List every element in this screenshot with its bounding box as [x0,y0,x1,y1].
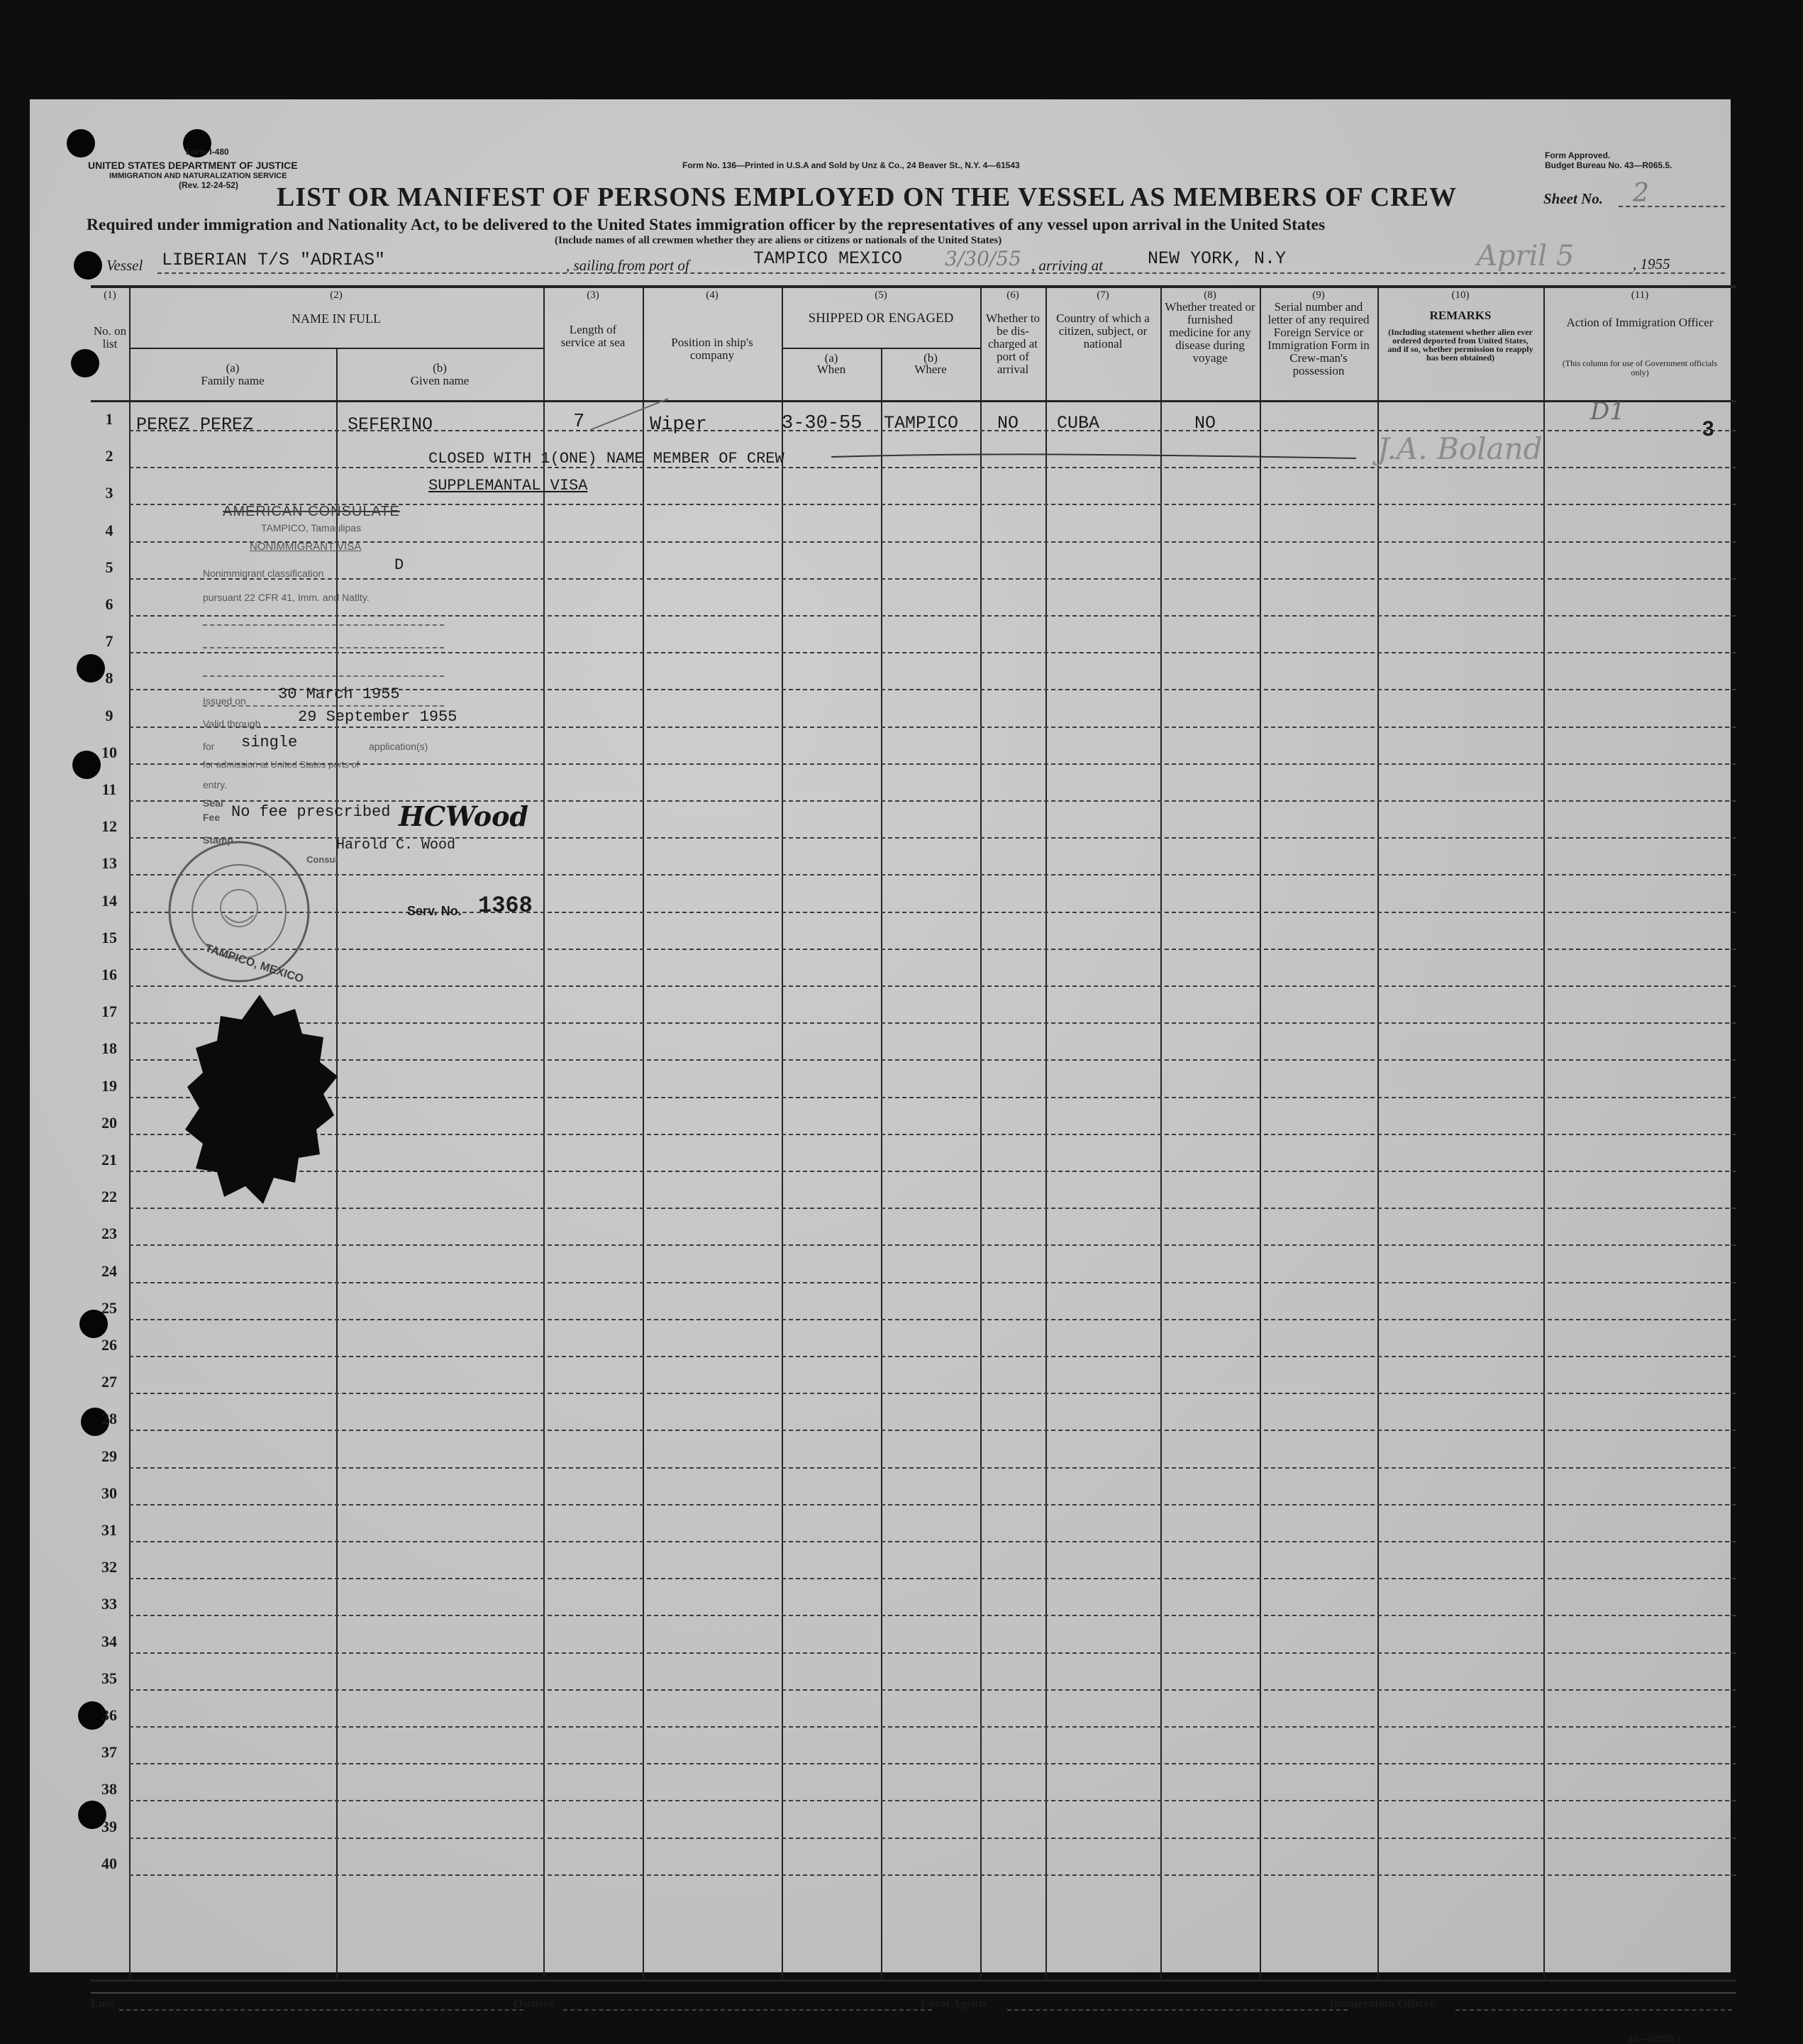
row-rule [129,763,1736,765]
entry-given-name: SEFERINO [348,414,433,435]
row-number: 22 [101,1188,117,1206]
row-rule [129,1467,1736,1469]
row-number: 24 [101,1261,117,1280]
footer-owners-rule [563,2009,932,2011]
stamp-valid-date: 29 September 1955 [298,708,457,726]
arriving-label: , arriving at [1031,257,1103,274]
form-id: Form I-480 [186,147,229,157]
stamp-city: TAMPICO, Tamaulipas [261,522,362,534]
entry-where: TAMPICO [884,413,959,433]
row-rule [129,1393,1736,1394]
col-divider [1543,287,1545,1978]
row-rule [129,1244,1736,1246]
entry-country: CUBA [1057,413,1100,433]
row-number: 8 [105,669,113,687]
year: , 1955 [1633,255,1670,272]
row-rule [129,1763,1736,1764]
row-number: 30 [101,1484,117,1502]
manifest-sheet [30,99,1731,2044]
stamp-seal-label: Seal [203,797,223,809]
visa-note: SUPPLEMANTAL VISA [428,477,588,495]
row-number: 14 [101,891,117,910]
stamp-rule [203,675,444,677]
col-5-number: (5) [875,289,887,301]
row-rule [129,1356,1736,1357]
consul-name: Harold C. Wood [336,837,456,853]
seal-rosette-icon [182,995,338,1208]
row-number: 39 [101,1817,117,1835]
footer-officer-label: Immigration Officer [1329,1996,1435,2010]
footer-owners-label: Owners [514,1996,554,2010]
row-number: 9 [105,706,113,724]
printer-note: Form No. 136—Printed in U.S.A and Sold by Unz & Co., 24 Beaver St., N.Y. 4—61543 [682,160,1020,170]
entry-discharged: NO [997,413,1019,433]
row-rule [129,1652,1736,1654]
row-rule [129,1430,1736,1431]
row-number: 1 [105,410,113,428]
row-number: 32 [101,1558,117,1576]
row-rule [129,1504,1736,1506]
footer-line-rule [119,2009,523,2011]
stamp-fee: No fee prescribed [231,803,391,821]
serv-number: 1368 [478,893,533,919]
row-number: 36 [101,1706,117,1724]
given-letter: (b) [433,361,447,375]
subtitle: Required under immigration and Nationality Act, to be delivered to the United States immigration officer by the representatives of any vessel upon arrival in the United States [87,216,1326,234]
closing-stroke [831,440,1370,468]
serv-label: Serv. No. [407,904,462,918]
row-number: 26 [101,1336,117,1354]
table-top-rule [91,285,1736,288]
vessel-underline [157,272,1725,274]
stamp-pursuant: pursuant 22 CFR 41, Imm. and Natlty. [203,592,370,603]
seal-text: TAMPICO, MEXICO [204,942,305,985]
row-number: 11 [101,780,117,798]
when-heading: When [816,363,846,376]
footer-top-rule [91,1992,1736,1994]
row-rule [129,1800,1736,1801]
row-rule [129,1059,1736,1061]
entry-family-name: PEREZ PEREZ [136,414,254,435]
revision: (Rev. 12-24-52) [179,180,238,190]
footer-form-code: 16—67829-1 [1629,2033,1682,2044]
row-number: 18 [101,1039,117,1058]
col-divider [980,287,982,1978]
stamp-valid-label: Valid through [203,718,261,729]
row-number: 20 [101,1113,117,1132]
footer-agents-label: Local Agents [921,1996,987,2010]
col-2-number: (2) [330,289,343,301]
consul-title: Consul [306,854,338,865]
row-number: 16 [101,966,117,983]
sailing-date: 3/30/55 [945,247,1021,270]
medicine-heading: Whether treated or furnished medicine for any disease during voyage [1165,300,1255,365]
include-note: (Include names of all crewmen whether they are aliens or citizens or nationals of the United States) [555,235,1002,246]
entry-medicine: NO [1194,413,1216,433]
consul-signature: HCWood [399,800,528,832]
col-4-number: (4) [706,289,719,301]
sailing-port: TAMPICO MEXICO [753,248,903,269]
col-1-number: (1) [104,289,116,301]
stamp-stamp-label: Stamp [203,834,233,846]
row-rule [129,1171,1736,1172]
row-number: 37 [101,1743,117,1762]
row-number: 29 [101,1447,117,1465]
row-rule [129,874,1736,875]
col-divider [1260,287,1261,1978]
length-check-mark [590,397,675,433]
family-letter: (a) [226,361,240,375]
when-letter: (a) [824,351,838,365]
punch-hole [71,349,99,377]
stamp-fee-label: Fee [203,812,221,823]
footer-line-label: Line [91,1996,115,2010]
row-rule [129,727,1736,728]
col-divider [881,348,882,1978]
service: IMMIGRATION AND NATURALIZATION SERVICE [109,172,287,180]
family-name-heading: Family name [201,374,265,387]
row-number: 28 [101,1410,117,1428]
row-number: 35 [101,1669,117,1687]
row-number: 27 [101,1373,117,1391]
col-divider [1045,287,1047,1978]
page-title: LIST OR MANIFEST OF PERSONS EMPLOYED ON THE VESSEL AS MEMBERS OF CREW [277,182,1457,212]
footer-officer-rule [1455,2009,1732,2011]
row-number: 10 [101,743,117,761]
row-rule [129,652,1736,653]
footer-agents-rule [1007,2009,1348,2011]
row-number: 21 [101,1151,117,1169]
row-rule [129,1874,1736,1876]
entry-action-count: 3 [1702,417,1714,441]
row-number: 23 [101,1225,117,1243]
shipped-heading: SHIPPED OR ENGAGED [808,311,954,326]
punch-hole [74,251,102,280]
col-name-heading: NAME IN FULL [292,311,381,326]
entry-when: 3-30-55 [782,413,862,434]
row-number: 40 [101,1854,117,1872]
given-name-heading: Given name [410,374,470,387]
row-number: 38 [101,1780,117,1799]
stamp-applications: single [241,734,298,751]
arrival-date: April 5 [1477,240,1575,272]
remarks-heading: REMARKS [1429,309,1492,322]
col-8-number: (8) [1204,289,1216,301]
stamp-issued-label: Issued on [203,695,246,707]
row-rule [129,985,1736,987]
stamp-admission: for admission at United States ports of [203,759,360,770]
form-approved: Form Approved. [1545,150,1611,160]
row-rule [129,1541,1736,1542]
row-rule [129,1022,1736,1024]
col-9-number: (9) [1312,289,1325,301]
col-3-number: (3) [587,289,599,301]
row-rule [129,1578,1736,1579]
row-rule [129,1689,1736,1691]
stamp-entry: entry. [203,779,227,790]
stamp-applications-label: application(s) [369,741,428,752]
row-rule [129,1838,1736,1839]
col-10-number: (10) [1451,289,1470,301]
row-rule [129,1208,1736,1209]
row-rule [129,1319,1736,1320]
entry-position: Wiper [650,414,708,436]
row-number: 5 [105,558,113,576]
row-rule [129,1097,1736,1098]
row-number: 34 [101,1632,117,1650]
row-rule [129,949,1736,950]
serial-heading: Serial number and letter of any required Foreign Service or Immigration Form in Crew-man's possession [1267,300,1370,377]
entry-action: D1 [1590,397,1625,426]
row-rule [129,1282,1736,1283]
row-number: 4 [105,521,113,539]
col-divider [643,287,644,1978]
col-divider [543,287,545,1978]
sheet-number: 2 [1633,179,1649,208]
col-11-number: (11) [1631,289,1649,301]
position-heading: Position in ship's company [671,336,753,362]
stamp-rule [203,647,444,648]
sheet-label: Sheet No. [1543,190,1603,207]
col-6-number: (6) [1006,289,1019,301]
col-7-number: (7) [1097,289,1109,301]
row-number: 17 [101,1002,117,1021]
vessel-label: Vessel [106,257,143,274]
row-rule [129,1134,1736,1135]
budget-number: Budget Bureau No. 43—R065.5. [1545,160,1672,170]
entry-length: 7 [573,411,585,433]
closed-note: CLOSED WITH 1(ONE) NAME MEMBER OF CREW [428,450,784,468]
row-rule [129,541,1736,543]
row-rule [129,615,1736,617]
stamp-for-label: for [203,741,215,752]
discharged-heading: Whether to be dis-charged at port of arrival [986,311,1040,376]
row-number: 13 [101,854,117,873]
stamp-issued-date: 30 March 1955 [278,685,400,703]
officer-signature: J.A. Boland [1377,431,1543,466]
vessel-name: LIBERIAN T/S "ADRIAS" [162,250,386,270]
row-number: 7 [105,632,113,651]
row-number: 33 [101,1595,117,1613]
sheet-line [1619,206,1725,207]
row-rule [129,578,1736,580]
col-divider [1377,287,1379,1978]
stamp-consulate: AMERICAN CONSULATE [223,504,400,519]
col-divider [1160,287,1162,1978]
table-bottom-rule [91,1979,1736,1982]
sailing-label: , sailing from port of [566,257,689,274]
action-note: (This column for use of Government officials only) [1562,358,1718,377]
col-no-heading: No. on list [93,324,127,350]
row-rule [129,912,1736,913]
row-number: 12 [101,817,117,836]
stamp-rule [203,624,444,626]
header-bottom-rule [91,400,1736,402]
where-heading: Where [914,363,947,376]
where-letter: (b) [923,351,938,365]
row-rule [129,1726,1736,1728]
row-number: 19 [101,1076,117,1095]
arrival-port: NEW YORK, N.Y [1148,248,1287,269]
stamp-class-label: Nonimmigrant classification [203,568,324,579]
stamp-visa-type: NONIMMIGRANT VISA [250,541,362,553]
length-heading: Length of service at sea [560,323,626,349]
row-number: 15 [101,928,117,946]
row-number: 6 [105,595,113,613]
row-number: 2 [105,447,113,465]
stamp-class-value: D [394,556,404,574]
punch-hole [67,129,95,158]
country-heading: Country of which a citizen, subject, or national [1056,311,1150,350]
department: UNITED STATES DEPARTMENT OF JUSTICE [88,160,298,171]
row-rule [129,800,1736,802]
col-divider [782,287,783,1978]
remarks-note: (Including statement whether alien ever ordered deported from United States, and if so, whether permission to reapply has been obtained) [1387,327,1533,363]
row-number: 25 [101,1298,117,1317]
row-number: 31 [101,1521,117,1539]
row-number: 3 [105,484,113,502]
row-rule [129,1615,1736,1616]
action-heading: Action of Immigration Officer [1566,316,1714,329]
